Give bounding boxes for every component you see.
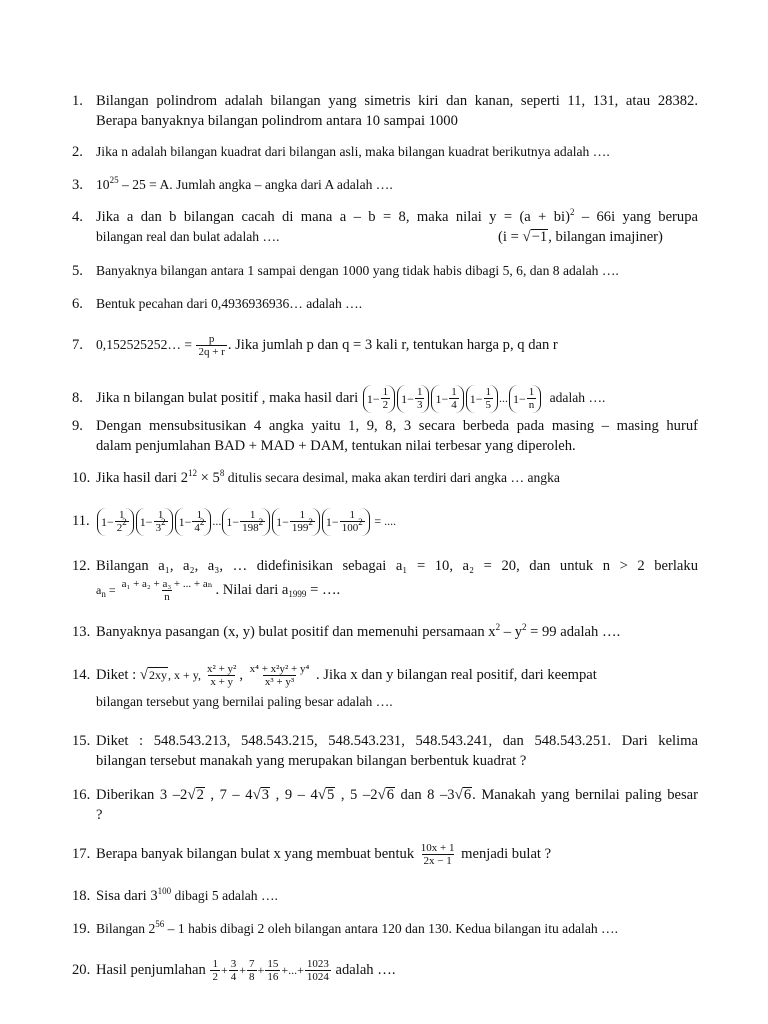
fraction: $\frac{1}{2}$ <box>212 958 218 984</box>
question-number: 11. <box>72 513 90 529</box>
question-number: 4. <box>72 209 83 225</box>
fraction: $\frac{\text{x⁴ + x²y² + y⁴}}{\text{x³ + y³}}$ <box>249 663 310 689</box>
product-factor: 1 − $\frac{1}{5}$ <box>466 385 498 413</box>
question-1 <box>72 91 698 131</box>
question-9 <box>72 416 698 456</box>
fraction: $\frac{7}{8}$ <box>249 958 255 984</box>
question-text: dalam penjumlahan BAD + MAD + DAM, tentukan nilai terbesar yang diperoleh. <box>96 438 576 454</box>
question-number: 3. <box>72 177 83 193</box>
question-number: 13. <box>72 624 91 640</box>
question-text: Diberikan 3 –2√2 , 7 – 4√3 , 9 – 4√5 , 5 –2√6 dan 8 –3√6. Manakah yang bernilai paling besar <box>96 787 698 803</box>
product-factor: 1 − $\frac{1}{199^2}$ <box>272 508 320 536</box>
product-factor: 1 − $\frac{1}{4^2}$ <box>175 508 212 536</box>
question-text: Bentuk pecahan dari 0,4936936936… adalah …. <box>96 296 363 311</box>
question-text: Banyaknya pasangan (x, y) bulat positif dan memenuhi persamaan $x^2 - y^2 = 99$ adalah …. <box>96 622 621 640</box>
question-text: Jika n bilangan bulat positif , maka hasil dari 1 − $\frac{1}{2}$ 1 − $\frac{1}{3}$ 1 − $\frac{1}{4}$ 1 − $\frac{1}{5}$ ... 1 − $\frac{1}{n}$ adalah …. <box>96 386 606 412</box>
question-16: 16. Diberikan 3 –2√2 , 7 – 4√3 , 9 – 4√5 , 5 –2√6 dan 8 –3√6. Manakah yang bernilai paling besar ? <box>72 787 698 823</box>
fraction: $\frac{1023}{1024}$ <box>306 958 329 984</box>
product-factor: 1 − $\frac{1}{4}$ <box>431 385 463 413</box>
question-text: Diket : √2xy, x + y, $\frac{\text{x² + y²}}{x + y}$ , $\frac{\text{x⁴ + x²y² + y⁴}}{\text{x³ + y³}}$ . Jika x dan y bilangan real positif, dari keempat <box>96 663 597 689</box>
fraction: $\frac{10x + 1}{2x - 1}$ <box>420 842 455 868</box>
question-number: 17. <box>72 846 91 862</box>
question-text: Diket : 548.543.213, 548.543.215, 548.543.231, 548.543.241, dan 548.543.251. Dari kelima <box>96 733 698 749</box>
question-number: 19. <box>72 921 91 937</box>
question-number: 10. <box>72 470 91 486</box>
question-number: 18. <box>72 888 91 904</box>
question-15 <box>72 731 698 771</box>
product-factor: 1 − $\frac{1}{100^2}$ <box>322 508 370 536</box>
question-text: Bilangan $2^{56} - 1$ habis dibagi 2 oleh bilangan antara 120 dan 130. Kedua bilangan itu adalah …. <box>96 919 619 936</box>
question-text: 1 − $\frac{1}{2^2}$ 1 − $\frac{1}{3^2}$ 1 − $\frac{1}{4^2}$ ... 1 − $\frac{1}{198^2}$ 1 − $\frac{1}{199^2}$ 1 − $\frac{1}{100^2}$ = .... <box>96 506 698 536</box>
question-text: Sisa dari $3^{100}$ dibagi 5 adalah …. <box>96 886 278 904</box>
fraction: $\frac{p}{2q + r}$ <box>198 333 225 359</box>
fraction: $\frac{15}{16}$ <box>267 958 279 984</box>
question-text: Jika n adalah bilangan kuadrat dari bilangan asli, maka bilangan kuadrat berikutnya adalah …. <box>96 144 610 159</box>
sqrt-term: −1 <box>531 229 548 245</box>
question-number: 1. <box>72 93 83 109</box>
question-number: 16. <box>72 787 91 803</box>
product-factor: 1 − $\frac{1}{3}$ <box>397 385 429 413</box>
product-factor: 1 − $\frac{1}{n}$ <box>509 385 541 413</box>
question-text: Jika hasil dari $2^{12} \times 5^8$ ditulis secara desimal, maka akan terdiri dari angka … angka <box>96 468 560 486</box>
question-text: $10^{25} - 25 = A$. Jumlah angka – angka dari A adalah …. <box>96 175 393 192</box>
fraction: $\frac{\text{x² + y²}}{x + y}$ <box>207 663 237 689</box>
question-4: 4. Jika a dan b bilangan cacah di mana a – b = 8, maka nilai y = (a + bi)$^2$ – 66i yang berupa bilangan real dan bulat adalah …. (i = √−1, bilangan imajiner) <box>72 207 698 245</box>
fraction: $\frac{3}{4}$ <box>230 958 237 984</box>
question-text: Dengan mensubsitusikan 4 angka yaitu 1, 9, 8, 3 secara berbeda pada masing – masing huruf <box>96 418 698 434</box>
question-text: Jika a dan b bilangan cacah di mana a – b = 8, maka nilai y = (a + bi)$^2$ – 66i yang berupa <box>96 207 698 225</box>
question-number: 14. <box>72 667 91 683</box>
question-number: 7. <box>72 337 83 353</box>
product-factor: 1 − $\frac{1}{2^2}$ <box>97 508 134 536</box>
question-14 <box>72 658 698 718</box>
question-number: 12. <box>72 558 91 574</box>
question-text: Banyaknya bilangan antara 1 sampai dengan 1000 yang tidak habis dibagi 5, 6, dan 8 adalah …. <box>96 263 619 278</box>
question-text: Berapa banyaknya bilangan polindrom antara 10 sampai 1000 <box>96 113 458 129</box>
question-number: 9. <box>72 418 83 434</box>
question-text: bilangan tersebut manakah yang merupakan bilangan berbentuk kuadrat ? <box>96 753 527 769</box>
question-number: 15. <box>72 733 91 749</box>
question-text: Hasil penjumlahan $\frac{1}{2}$ + $\frac{3}{4}$ + $\frac{7}{8}$ + $\frac{15}{16}$ +...+ $\frac{1023}{1024}$ adalah …. <box>96 958 396 984</box>
question-text: 0,152525252… = $\frac{p}{2q + r}$ . Jika jumlah p dan q = 3 kali r, tentukan harga p, q dan r <box>96 333 558 359</box>
product-factor: 1 − $\frac{1}{3^2}$ <box>136 508 173 536</box>
question-text: bilangan tersebut yang bernilai paling besar adalah …. <box>96 694 393 709</box>
question-12 <box>72 556 698 606</box>
product-factor: 1 − $\frac{1}{198^2}$ <box>222 508 270 536</box>
question-number: 8. <box>72 390 83 406</box>
product-factor: 1 − $\frac{1}{2}$ <box>363 385 395 413</box>
question-text: Bilangan polindrom adalah bilangan yang simetris kiri dan kanan, seperti 11, 131, atau 28382. <box>96 93 698 109</box>
question-text: Bilangan a₁, a₂, a₃, … didefinisikan sebagai a₁ = 10, a₂ = 20, dan untuk n > 2 berlaku <box>96 558 698 574</box>
fraction: $\frac{\text{a₁ + a₂ + a₃ + ... + aₙ}}{n}$ <box>121 578 213 604</box>
question-text: $a_n$ = $\frac{\text{a₁ + a₂ + a₃ + ... + aₙ}}{n}$ . Nilai dari $a_{1999}$ = …. <box>96 578 341 604</box>
question-number: 20. <box>72 962 91 978</box>
question-number: 5. <box>72 263 83 279</box>
question-text: Berapa banyak bilangan bulat x yang membuat bentuk $\frac{10x + 1}{2x - 1}$ menjadi bulat ? <box>96 842 552 868</box>
question-number: 2. <box>72 144 83 160</box>
question-number: 6. <box>72 296 83 312</box>
